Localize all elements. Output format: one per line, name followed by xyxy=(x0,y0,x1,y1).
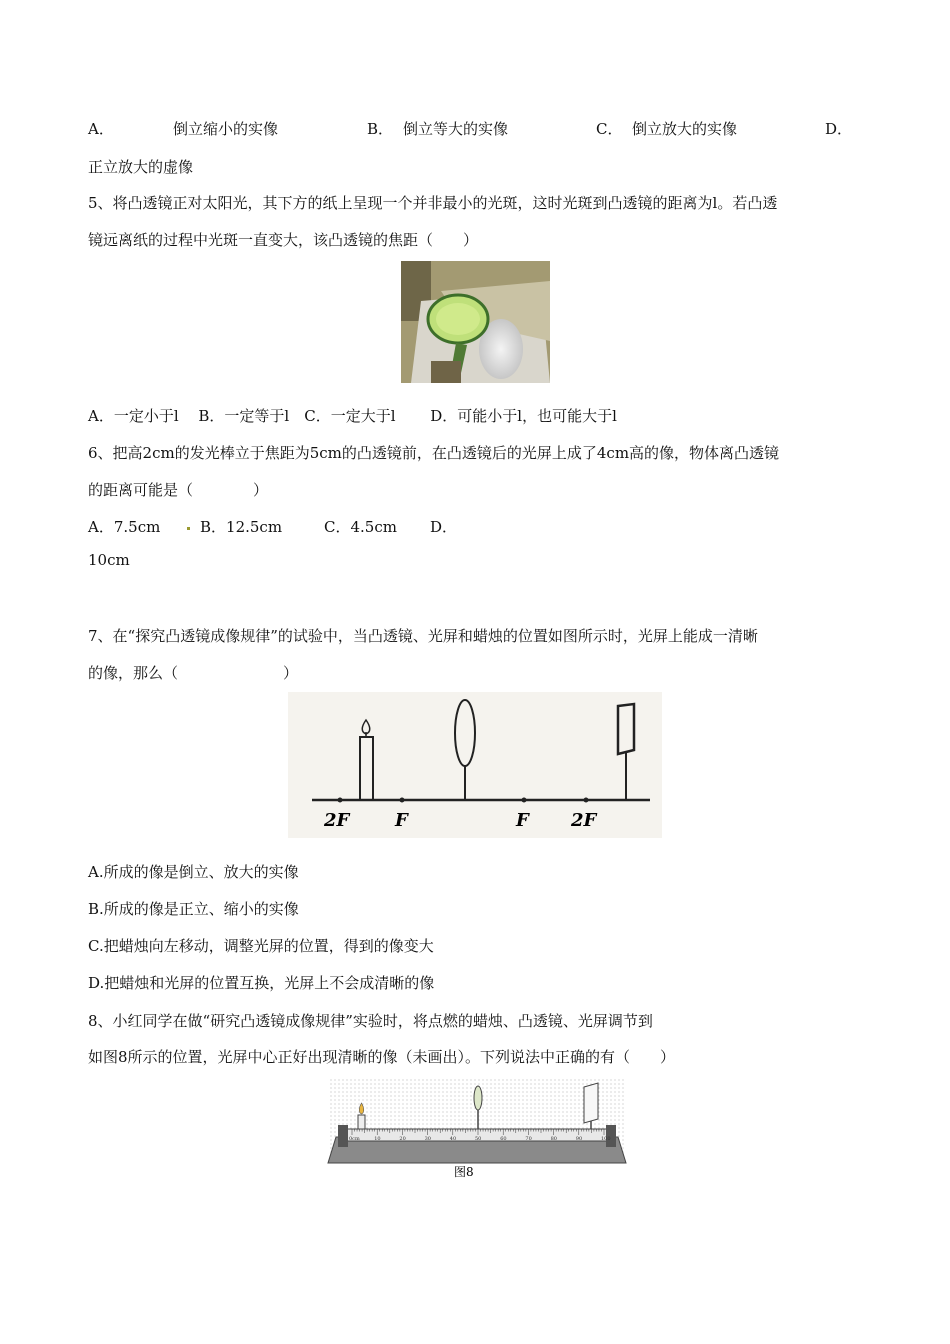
lens-bench-figure xyxy=(288,692,662,838)
q8-stem-line1: 8、小红同学在做“研究凸透镜成像规律”实验时，将点燃的蜡烛、凸透镜、光屏调节到 xyxy=(88,1012,653,1030)
magnifier-photo xyxy=(401,261,550,383)
label-f-left: F xyxy=(395,810,408,831)
q7-stem-line2: 的像，那么（ ） xyxy=(88,664,299,682)
q4-option-a-text: 倒立缩小的实像 xyxy=(173,120,279,138)
label-2f-right: 2F xyxy=(571,810,597,831)
ruler-tick-label: 50 xyxy=(475,1136,482,1142)
q7-option-b: B.所成的像是正立、缩小的实像 xyxy=(88,900,299,918)
q5-options: A．一定小于l B．一定等于l C．一定大于l D．可能小于l，也可能大于l xyxy=(88,407,617,425)
q5-stem-line1: 5、将凸透镜正对太阳光，其下方的纸上呈现一个并非最小的光斑，这时光斑到凸透镜的距离为l。若凸透 xyxy=(88,194,778,212)
stray-mark xyxy=(187,527,190,530)
convex-lens xyxy=(474,1086,482,1110)
q5-stem-line2: 镜远离纸的过程中光斑一直变大，该凸透镜的焦距（ ） xyxy=(88,231,479,249)
optical-bench-figure-8 xyxy=(322,1079,632,1179)
ruler-tick-label: 80 xyxy=(550,1136,557,1142)
q4-option-c-text: 倒立放大的实像 xyxy=(632,120,738,138)
point-2f-right xyxy=(584,798,589,803)
ruler-tick-label: 60 xyxy=(500,1136,507,1142)
ruler-tick-label: 0cm xyxy=(349,1136,360,1142)
point-f-right xyxy=(522,798,527,803)
q4-option-b-label: B． xyxy=(367,120,394,138)
q6-stem-line2: 的距离可能是（ ） xyxy=(88,481,269,499)
ruler-tick-label: 20 xyxy=(399,1136,406,1142)
label-2f-left: 2F xyxy=(324,810,350,831)
ruler-tick-label: 30 xyxy=(424,1136,431,1142)
q6-option-c: C．4.5cm xyxy=(324,518,397,536)
ruler-tick-label: 90 xyxy=(575,1136,583,1142)
q7-option-c: C.把蜡烛向左移动，调整光屏的位置，得到的像变大 xyxy=(88,937,434,955)
light-screen xyxy=(584,1083,598,1123)
ruler-tick-label: 70 xyxy=(525,1136,532,1142)
q7-option-a: A.所成的像是倒立、放大的实像 xyxy=(88,863,299,881)
q7-option-d: D.把蜡烛和光屏的位置互换，光屏上不会成清晰的像 xyxy=(88,974,435,992)
ruler-tick-label: 40 xyxy=(449,1136,457,1142)
q4-option-d-text: 正立放大的虚像 xyxy=(88,158,194,176)
ruler-tick-label: 100 xyxy=(601,1136,611,1142)
q6-stem-line1: 6、把高2cm的发光棒立于焦距为5cm的凸透镜前，在凸透镜后的光屏上成了4cm高的像，物体离凸透镜 xyxy=(88,444,780,462)
label-f-right: F xyxy=(516,810,529,831)
q6-option-d-text: 10cm xyxy=(88,551,130,569)
q4-option-d-label: D． xyxy=(825,120,853,138)
q4-option-c-label: C． xyxy=(596,120,623,138)
q7-stem-line1: 7、在“探究凸透镜成像规律”的试验中，当凸透镜、光屏和蜡烛的位置如图所示时，光屏上能成一清晰 xyxy=(88,627,758,645)
q6-option-d-label: D． xyxy=(430,518,458,536)
q6-option-a: A．7.5cm xyxy=(88,518,161,536)
q6-option-b: B．12.5cm xyxy=(200,518,283,536)
q8-stem-line2: 如图8所示的位置，光屏中心正好出现清晰的像（未画出）。下列说法中正确的有（ ） xyxy=(88,1048,676,1066)
q4-option-a-label: A． xyxy=(88,120,114,138)
point-f-left xyxy=(400,798,405,803)
ruler-tick-label: 10 xyxy=(374,1136,381,1142)
figure-caption: 图8 xyxy=(454,1165,474,1179)
point-2f-left xyxy=(338,798,343,803)
q4-option-b-text: 倒立等大的实像 xyxy=(403,120,509,138)
candle xyxy=(358,1115,365,1129)
